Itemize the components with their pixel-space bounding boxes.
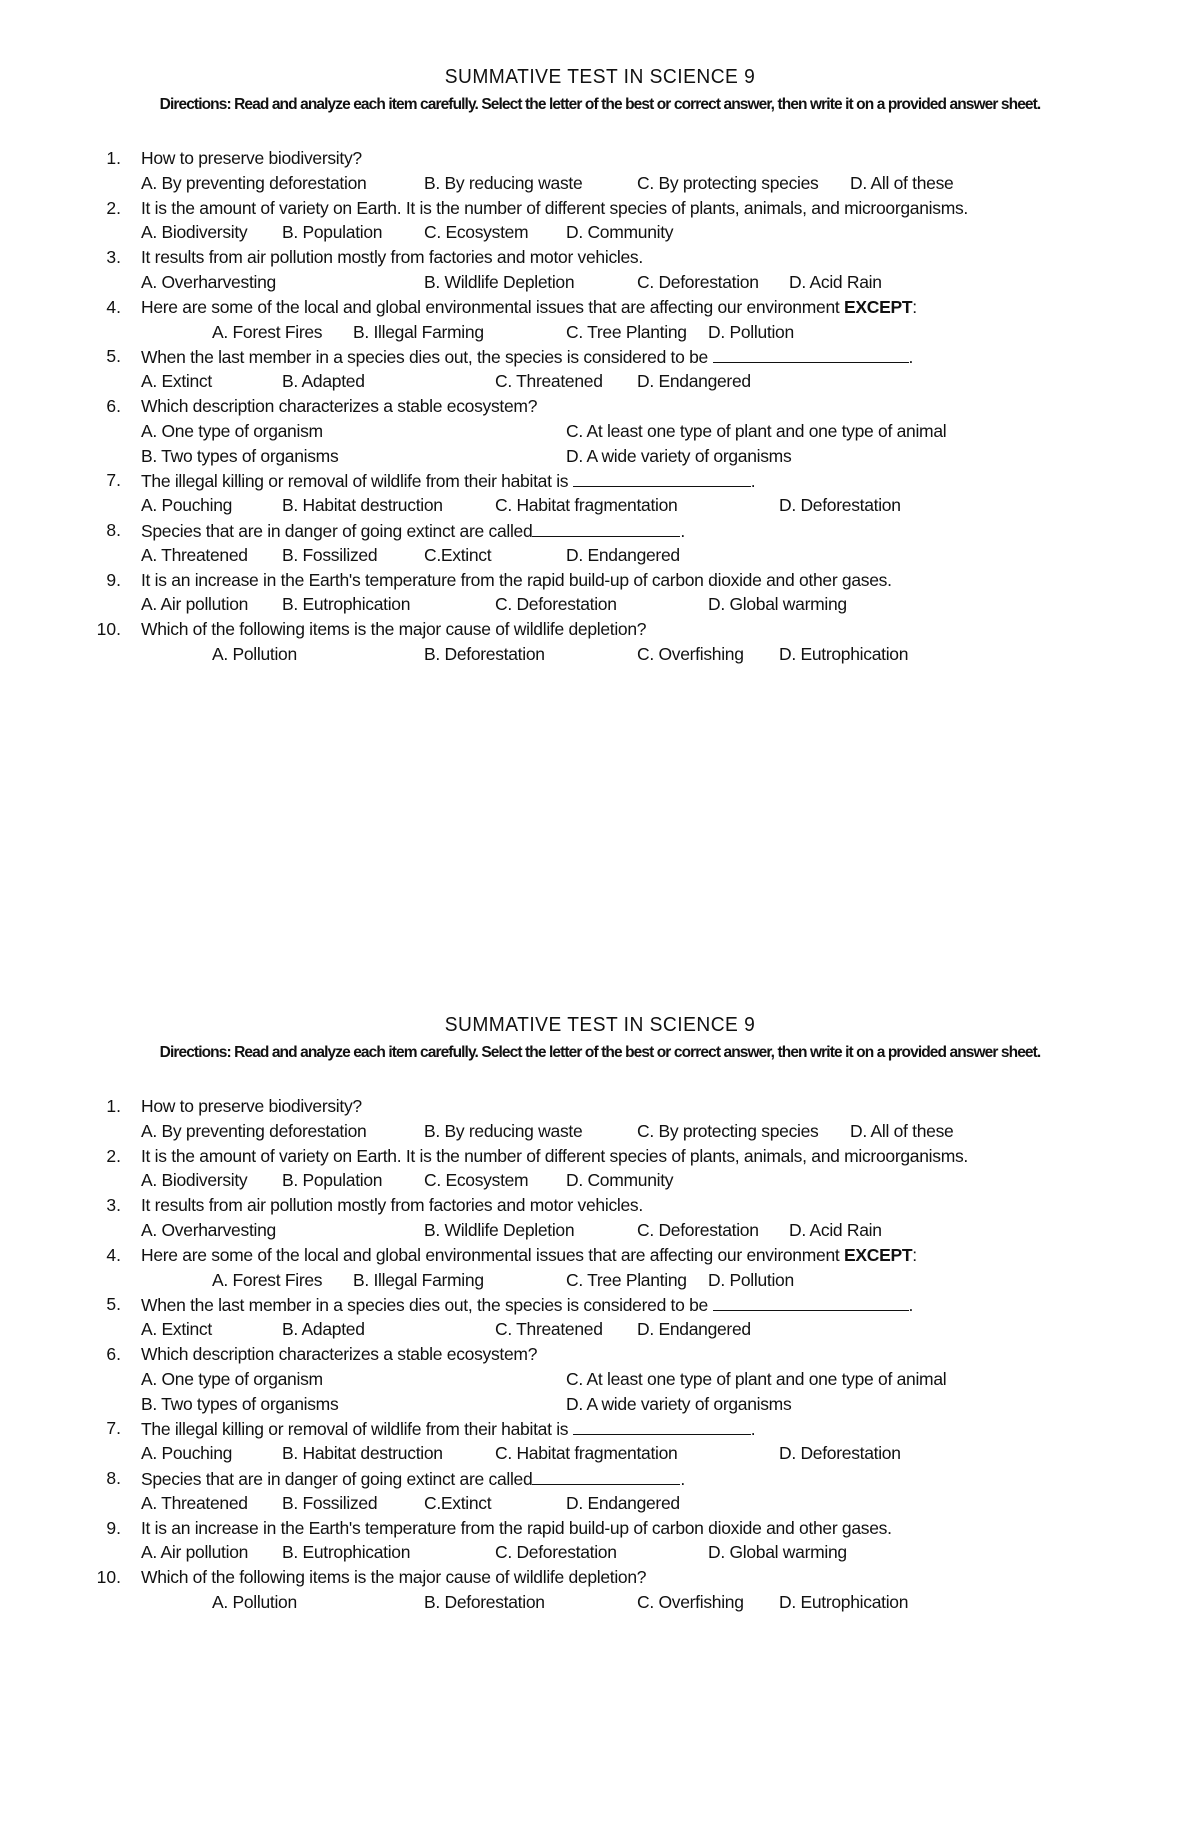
question-text: Which of the following items is the major cause of wildlife depletion? [141,1567,647,1588]
option-d: D. Endangered [566,544,680,565]
option-a: A. Threatened [141,1492,248,1513]
question-list [0,146,1200,667]
question-8 [0,1466,1200,1491]
option-a: A. One type of organism [141,420,323,441]
option-d: D. Endangered [637,1319,751,1340]
option-a: A. Extinct [141,1319,212,1340]
question-text: When the last member in a species dies out, the species is considered to be . [141,344,913,370]
question-9 [0,568,1200,593]
option-c: C. At least one type of plant and one type of animal [566,420,947,441]
option-c: C. Deforestation [495,1542,617,1563]
question-text: How to preserve biodiversity? [141,148,362,168]
question-8-options [0,1491,1200,1516]
option-a: A. Biodiversity [141,222,248,243]
question-text: The illegal killing or removal of wildlife from their habitat is . [141,1416,755,1442]
question-text: Which of the following items is the major cause of wildlife depletion? [141,619,647,640]
option-a: A. Forest Fires [212,1269,323,1290]
question-3 [0,1193,1200,1218]
question-text: Species that are in danger of going extinct are called . [141,518,685,544]
answer-blank [713,344,909,363]
option-b: B. Habitat destruction [282,495,443,516]
question-9-options [0,1540,1200,1565]
question-number: 10. [96,1567,121,1588]
question-7 [0,468,1200,493]
option-a: A. By preventing deforestation [141,172,367,193]
option-b: B. Fossilized [282,544,378,565]
option-c: C. Habitat fragmentation [495,495,678,516]
option-c: C. At least one type of plant and one type of animal [566,1368,947,1389]
option-d: D. Global warming [708,1542,847,1563]
option-c: C. By protecting species [637,1120,819,1141]
option-c: C. Threatened [495,1319,603,1340]
option-b: B. Wildlife Depletion [424,271,575,292]
option-a: A. One type of organism [141,1368,323,1389]
option-d: D. Deforestation [779,495,901,516]
test-directions: Directions: Read and analyze each item carefully. Select the letter of the best or correct answer, then write it on a provided answer sheet. [159,96,1041,113]
option-c: C.Extinct [424,544,492,565]
question-number: 4. [106,296,121,317]
question-text: It is an increase in the Earth's temperature from the rapid build-up of carbon dioxide and other gases. [141,569,892,590]
option-b: B. Illegal Farming [353,321,484,342]
option-d: D. Acid Rain [789,271,882,292]
option-c: C. Ecosystem [424,1170,529,1191]
question-number: 1. [106,1096,121,1116]
question-9-options [0,592,1200,617]
question-number: 7. [106,470,121,491]
question-text: When the last member in a species dies out, the species is considered to be . [141,1292,913,1318]
option-a: A. Biodiversity [141,1170,248,1191]
option-a: A. Pollution [212,643,297,664]
answer-blank [713,1292,909,1311]
question-2-options [0,1168,1200,1193]
option-a: A. Air pollution [141,594,249,615]
question-8-options [0,543,1200,568]
option-c: C. By protecting species [637,172,819,193]
option-d: D. Endangered [637,371,751,392]
option-b: B. Adapted [282,371,365,392]
option-d: D. Pollution [708,321,794,342]
option-b: B. Habitat destruction [282,1443,443,1464]
option-b: B. Population [282,222,383,243]
option-c: C. Deforestation [637,271,759,292]
question-1 [0,1094,1200,1119]
test-directions: Directions: Read and analyze each item carefully. Select the letter of the best or correct answer, then write it on a provided answer sheet. [159,1044,1041,1061]
question-text: How to preserve biodiversity? [141,1096,362,1116]
question-2 [0,196,1200,221]
question-10-options [0,1590,1200,1615]
question-6-options-row-1 [0,1367,1200,1392]
option-c: C. Habitat fragmentation [495,1443,678,1464]
option-b: B. Population [282,1170,383,1191]
question-text: Which description characterizes a stable ecosystem? [141,395,538,416]
option-c: C. Tree Planting [566,1269,687,1290]
question-5-options [0,1317,1200,1342]
option-c: C.Extinct [424,1492,492,1513]
question-number: 5. [106,346,121,367]
question-2 [0,1144,1200,1169]
question-number: 6. [106,395,121,416]
question-text: It is the amount of variety on Earth. It is the number of different species of plants, animals, and microorganisms. [141,197,968,218]
question-3-options [0,1218,1200,1243]
option-c: C. Deforestation [495,594,617,615]
option-c: C. Overfishing [637,643,744,664]
option-b: B. Two types of organisms [141,445,339,466]
option-a: A. By preventing deforestation [141,1120,367,1141]
option-d: D. Acid Rain [789,1219,882,1240]
question-1 [0,146,1200,171]
option-d: D. Eutrophication [779,1591,909,1612]
question-text: It results from air pollution mostly from factories and motor vehicles. [141,1195,643,1216]
question-number: 8. [106,1467,121,1488]
question-4 [0,1243,1200,1268]
option-c: C. Threatened [495,371,603,392]
question-text: It is an increase in the Earth's temperature from the rapid build-up of carbon dioxide and other gases. [141,1517,892,1538]
option-a: A. Pouching [141,495,233,516]
answer-blank [532,518,680,537]
question-number: 6. [106,1343,121,1364]
question-4 [0,295,1200,320]
summative-test-2 [0,1014,1200,1754]
question-10-options [0,642,1200,667]
question-5 [0,1292,1200,1317]
question-9 [0,1516,1200,1541]
except-emphasis: EXCEPT [844,296,913,317]
question-6 [0,394,1200,419]
question-number: 3. [106,1195,121,1216]
option-b: B. Wildlife Depletion [424,1219,575,1240]
option-b: B. By reducing waste [424,1120,583,1141]
answer-blank [573,468,751,487]
question-6 [0,1342,1200,1367]
option-a: A. Air pollution [141,1542,249,1563]
question-number: 4. [106,1244,121,1265]
option-a: A. Overharvesting [141,1219,276,1240]
question-text: It results from air pollution mostly from factories and motor vehicles. [141,247,643,268]
question-number: 8. [106,519,121,540]
option-d: D. Community [566,222,674,243]
option-b: B. Two types of organisms [141,1393,339,1414]
option-c: C. Overfishing [637,1591,744,1612]
question-10 [0,617,1200,642]
option-a: A. Forest Fires [212,321,323,342]
option-d: D. Endangered [566,1492,680,1513]
test-title: SUMMATIVE TEST IN SCIENCE 9 [444,1014,756,1036]
option-d: D. All of these [850,172,954,193]
question-text: Species that are in danger of going extinct are called . [141,1466,685,1492]
option-d: D. A wide variety of organisms [566,1393,792,1414]
question-8 [0,518,1200,543]
option-b: B. Fossilized [282,1492,378,1513]
question-5-options [0,369,1200,394]
question-5 [0,344,1200,369]
option-d: D. Eutrophication [779,643,909,664]
question-number: 2. [106,1145,121,1166]
option-a: A. Overharvesting [141,271,276,292]
question-number: 9. [106,1517,121,1538]
option-d: D. Global warming [708,594,847,615]
option-c: C. Tree Planting [566,321,687,342]
summative-test-1 [0,66,1200,806]
question-3-options [0,270,1200,295]
question-2-options [0,220,1200,245]
question-3 [0,245,1200,270]
option-b: B. Adapted [282,1319,365,1340]
option-b: B. Illegal Farming [353,1269,484,1290]
question-1-options [0,171,1200,196]
question-6-options-row-2 [0,444,1200,469]
question-text: It is the amount of variety on Earth. It is the number of different species of plants, animals, and microorganisms. [141,1145,968,1166]
question-text: The illegal killing or removal of wildlife from their habitat is . [141,468,755,494]
question-7-options [0,493,1200,518]
question-4-options [0,1268,1200,1293]
option-a: A. Pouching [141,1443,233,1464]
answer-blank [573,1416,751,1435]
test-title: SUMMATIVE TEST IN SCIENCE 9 [444,66,756,88]
option-a: A. Extinct [141,371,212,392]
option-b: B. By reducing waste [424,172,583,193]
option-d: D. Pollution [708,1269,794,1290]
question-text: Here are some of the local and global environmental issues that are affecting our environment EXCEPT: [141,296,917,317]
option-b: B. Deforestation [424,1591,545,1612]
answer-blank [532,1466,680,1485]
question-number: 1. [106,148,121,168]
option-d: D. Community [566,1170,674,1191]
option-a: A. Pollution [212,1591,297,1612]
question-7 [0,1416,1200,1441]
option-d: D. A wide variety of organisms [566,445,792,466]
question-10 [0,1565,1200,1590]
question-number: 9. [106,569,121,590]
question-number: 2. [106,197,121,218]
question-number: 7. [106,1418,121,1439]
question-4-options [0,320,1200,345]
option-b: B. Eutrophication [282,594,411,615]
question-number: 5. [106,1294,121,1315]
question-1-options [0,1119,1200,1144]
question-list [0,1094,1200,1615]
question-text: Which description characterizes a stable ecosystem? [141,1343,538,1364]
question-text: Here are some of the local and global environmental issues that are affecting our environment EXCEPT: [141,1244,917,1265]
except-emphasis: EXCEPT [844,1244,913,1265]
option-c: C. Ecosystem [424,222,529,243]
option-d: D. All of these [850,1120,954,1141]
option-d: D. Deforestation [779,1443,901,1464]
question-6-options-row-2 [0,1392,1200,1417]
question-number: 3. [106,247,121,268]
question-number: 10. [96,619,121,640]
option-b: B. Eutrophication [282,1542,411,1563]
option-c: C. Deforestation [637,1219,759,1240]
question-6-options-row-1 [0,419,1200,444]
option-a: A. Threatened [141,544,248,565]
option-b: B. Deforestation [424,643,545,664]
question-7-options [0,1441,1200,1466]
